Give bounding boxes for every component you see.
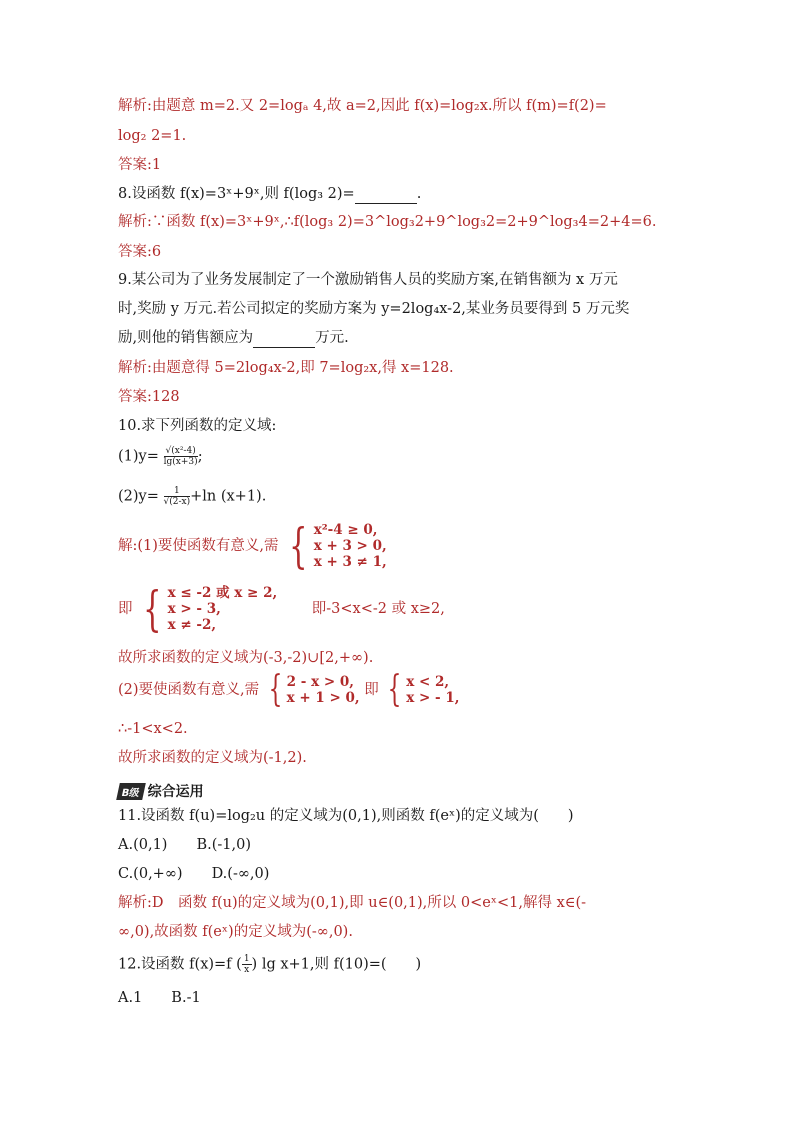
question-11: 11.设函数 f(u)=log₂u 的定义域为(0,1),则函数 f(eˣ)的定义域为( ) <box>118 808 574 824</box>
answer-blank <box>253 333 315 348</box>
analysis-7-line2: log₂ 2=1. <box>118 128 187 144</box>
answer-9: 答案:128 <box>118 389 180 405</box>
fraction: $\frac{1}{√(2-x)}$ <box>163 486 191 507</box>
fraction: $\frac{\text{√(x²-4)}}{\lg(x+3)}$ <box>163 446 198 467</box>
solution-10-domain2: 故所求函数的定义域为(-1,2). <box>118 750 307 766</box>
inequality-system: x²-4 ≥ 0, x + 3 > 0, x + 3 ≠ 1, <box>313 522 387 570</box>
solution-10-part2: (2)要使函数有意义,需 { 2 - x > 0, x + 1 > 0, 即 { x < 2, x > - 1, <box>118 669 460 710</box>
analysis-9: 解析:由题意得 5=2log₄x-2,即 7=log₂x,得 x=128. <box>118 360 454 376</box>
solution-10-part1: 解:(1)要使函数有意义,需 { x²-4 ≥ 0, x + 3 > 0, x + 3 ≠ 1, <box>118 518 387 574</box>
inequality-system: x ≤ -2 或 x ≥ 2, x > - 3, x ≠ -2, <box>167 585 278 633</box>
question-9-line1: 9.某公司为了业务发展制定了一个激励销售人员的奖励方案,在销售额为 x 万元 <box>118 272 618 288</box>
question-8-end: . <box>416 186 422 202</box>
question-10-part2: (2)y= $\frac{1}{√(2-x)}$ +ln (x+1). <box>118 486 267 507</box>
solution-10-range: ∴-1<x<2. <box>118 721 188 737</box>
answer-blank <box>355 189 417 204</box>
question-12-options: A.1 B.-1 <box>118 990 201 1006</box>
analysis-11-line2: ∞,0),故函数 f(eˣ)的定义域为(-∞,0). <box>118 924 353 940</box>
solution-10-step2: 即 { x ≤ -2 或 x ≥ 2, x > - 3, x ≠ -2, 即-3<x<-2 或 x≥2, <box>118 581 445 637</box>
section-badge <box>118 781 204 801</box>
question-9-text: 励,则他的销售额应为 <box>118 330 254 346</box>
answer-8: 答案:6 <box>118 244 162 260</box>
analysis-7-line1: 解析:由题意 m=2.又 2=logₐ 4,故 a=2,因此 f(x)=log₂x.所以 f(m)=f(2)= <box>118 98 607 114</box>
solution-10-domain1: 故所求函数的定义域为(-3,-2)∪[2,+∞). <box>118 650 374 666</box>
question-9-line3 <box>118 328 349 348</box>
question-9-unit: 万元. <box>315 330 349 346</box>
question-11-options-cd: C.(0,+∞) D.(-∞,0) <box>118 866 270 882</box>
analysis-8: 解析:∵函数 f(x)=3ˣ+9ˣ,∴f(log₃ 2)=3^log₃2+9^log₃2=2+9^log₃4=2+4=6. <box>118 214 657 230</box>
answer-7: 答案:1 <box>118 157 162 173</box>
question-12: 12.设函数 f(x)=f ( $\frac{1}{x}$ ) lg x+1,则 f(10)=( ) <box>118 954 422 975</box>
level-b-tag: B级 <box>116 783 145 800</box>
question-11-options-ab: A.(0,1) B.(-1,0) <box>118 837 251 853</box>
question-8 <box>118 184 421 204</box>
analysis-11-line1: 解析:D 函数 f(u)的定义域为(0,1),即 u∈(0,1),所以 0<eˣ<1,解得 x∈(- <box>118 895 587 911</box>
question-10: 10.求下列函数的定义域: <box>118 418 277 434</box>
inequality-system: x < 2, x > - 1, <box>406 674 460 706</box>
section-title: 综合运用 <box>147 784 204 800</box>
question-9-line2: 时,奖励 y 万元.若公司拟定的奖励方案为 y=2log₄x-2,某业务员要得到 5 万元奖 <box>118 301 630 317</box>
inequality-system: 2 - x > 0, x + 1 > 0, <box>286 674 360 706</box>
question-8-text: 8.设函数 f(x)=3ˣ+9ˣ,则 f(log₃ 2)= <box>118 186 355 202</box>
fraction: $\frac{1}{x}$ <box>243 954 250 975</box>
question-10-part1: (1)y= $\frac{\text{√(x²-4)}}{\lg(x+3)}$ ; <box>118 446 203 467</box>
